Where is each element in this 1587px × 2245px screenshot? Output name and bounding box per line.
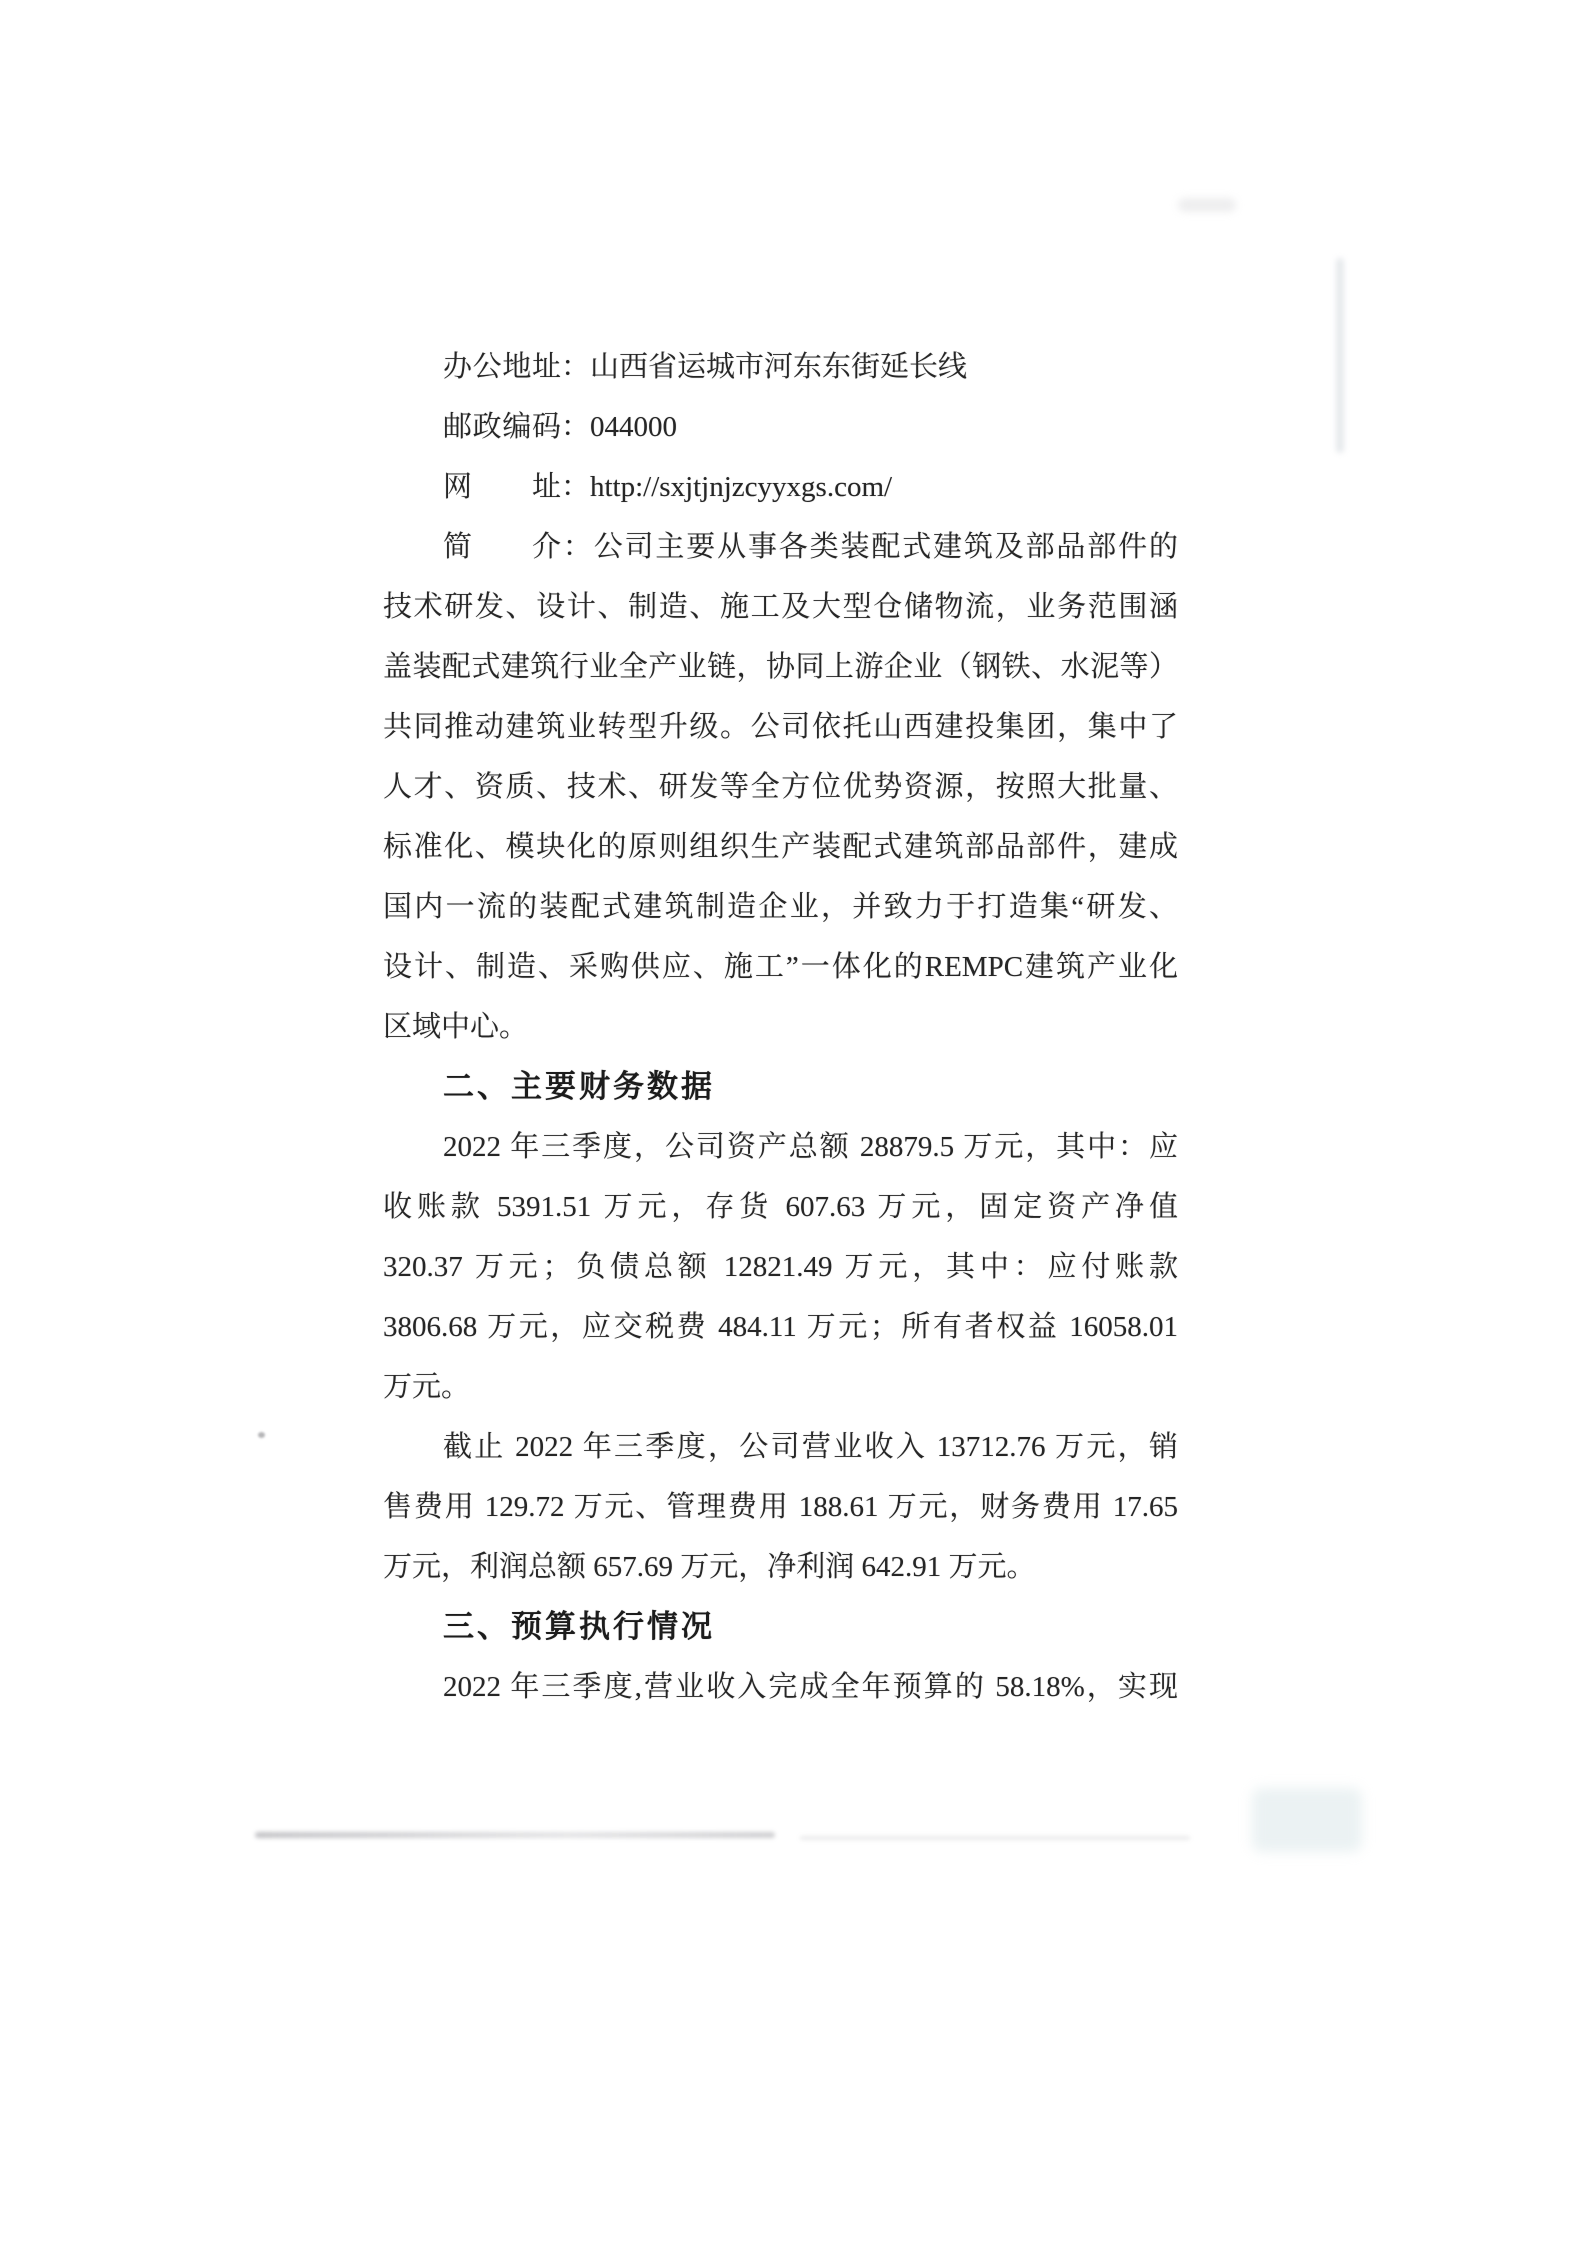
text-line: 国内一流的装配式建筑制造企业，并致力于打造集“研发、 (383, 891, 1178, 923)
text-line: 3806.68 万元，应交税费 484.11 万元；所有者权益 16058.01 (383, 1311, 1178, 1343)
office-address-line (383, 337, 1178, 397)
scan-artifact-dot (258, 1432, 265, 1438)
document-text-block (383, 337, 1178, 1717)
scan-artifact-smudge-band (800, 1836, 1190, 1840)
text-line: 售费用 129.72 万元、管理费用 188.61 万元，财务费用 17.65 (383, 1491, 1178, 1523)
website-url: ：http://sxjtjnjzcyyxgs.com/ (561, 471, 893, 503)
text-line: 万元，利润总额 657.69 万元，净利润 642.91 万元。 (383, 1551, 1036, 1583)
text-line: 盖装配式建筑行业全产业链，协同上游企业（钢铁、水泥等） (383, 651, 1178, 683)
text-line: 共同推动建筑业转型升级。公司依托山西建投集团，集中了 (383, 711, 1178, 743)
scan-artifact-vertical-line (1336, 258, 1344, 453)
section-heading-budget-execution: 三、预算执行情况 (443, 1609, 715, 1644)
field-value: ：山西省运城市河东东街延长线 (561, 351, 968, 383)
field-label: 简介 (443, 531, 561, 563)
scan-artifact-blotch (1252, 1788, 1362, 1852)
field-value: ：044000 (561, 411, 678, 443)
field-label: 邮政编码 (443, 411, 561, 443)
website-line (383, 457, 1178, 517)
text-line: 标准化、模块化的原则组织生产装配式建筑部品部件，建成 (383, 831, 1178, 863)
text-line: 2022 年三季度,营业收入完成全年预算的 58.18%，实现 (443, 1671, 1178, 1703)
text-line: 区域中心。 (383, 1011, 529, 1043)
scan-artifact-smudge (1178, 198, 1236, 212)
field-label: 网址 (443, 471, 561, 503)
text-line: 设计、制造、采购供应、施工”一体化的REMPC建筑产业化 (383, 951, 1178, 983)
scan-artifact-smudge-band (255, 1832, 775, 1838)
field-label: 办公地址 (443, 351, 561, 383)
intro-first-line (383, 517, 1178, 577)
text-line: ：公司主要从事各类装配式建筑及部品部件的 (561, 531, 1178, 563)
postal-code-line (383, 397, 1178, 457)
text-line: 人才、资质、技术、研发等全方位优势资源，按照大批量、 (383, 771, 1178, 803)
text-line: 320.37 万元；负债总额 12821.49 万元，其中：应付账款 (383, 1251, 1178, 1283)
text-line: 万元。 (383, 1371, 471, 1403)
text-line: 截止 2022 年三季度，公司营业收入 13712.76 万元，销 (443, 1431, 1178, 1463)
section-heading-financial-data: 二、主要财务数据 (443, 1069, 715, 1104)
text-line: 收账款 5391.51 万元，存货 607.63 万元，固定资产净值 (383, 1191, 1178, 1223)
text-line: 2022 年三季度，公司资产总额 28879.5 万元，其中：应 (443, 1131, 1178, 1163)
text-line: 技术研发、设计、制造、施工及大型仓储物流，业务范围涵 (383, 591, 1178, 623)
